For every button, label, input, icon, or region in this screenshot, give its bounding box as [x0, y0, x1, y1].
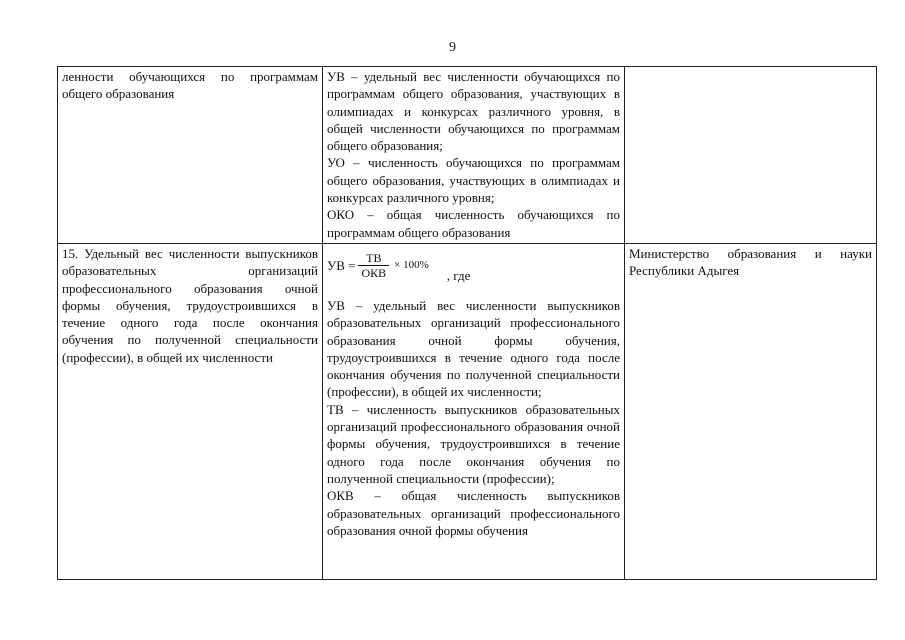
variable-definition: ОКО – общая численность обучающихся по программам общего образования [327, 207, 620, 240]
variable-definition: УВ – удельный вес численности обучающихся по программам общего образования, участвующих в олимпиадах и конкурсах различного уровня, в общей численности обучающихся по программам общего образования; [327, 69, 620, 154]
formula-description-cell [323, 243, 625, 579]
variable-definition: УО – численность обучающихся по программам общего образования, участвующих в олимпиадах и конкурсах различного уровня; [327, 155, 620, 206]
table-row [58, 243, 877, 579]
responsible-body-cell [625, 243, 877, 579]
formula-lhs: УВ = [327, 258, 356, 274]
formula-multiplier: × 100% [394, 259, 429, 272]
responsible-body-text: Министерство образования и науки Республики Адыгея [629, 245, 872, 279]
indicator-table [57, 66, 877, 580]
formula-description-cell [323, 67, 625, 244]
page-number: 9 [449, 40, 456, 55]
indicator-name-text: 15. Удельный вес численности выпускников образовательных организаций профессионального образования очной формы обучения, трудоустроившихся в течение одного года после окончания обучения по полученной специальности (профессии), в общей их численности [62, 245, 318, 365]
indicator-name-cell [58, 67, 323, 244]
formula-suffix: , где [446, 268, 471, 284]
responsible-body-cell [625, 67, 877, 244]
table-row [58, 67, 877, 244]
variable-definition: ТВ – численность выпускников образовательных организаций профессионального образования очной формы обучения, трудоустроившихся в течение одного года после окончания обучения по полученной специальности (профессии); [327, 401, 620, 486]
formula-fraction [358, 252, 389, 280]
indicator-name-cell [58, 243, 323, 579]
formula [327, 249, 620, 283]
variable-definition: УВ – удельный вес численности выпускников образовательных организаций профессионального образования очной формы обучения, трудоустроившихся в течение одного года после окончания обучения по полученной специальности (профессии), в общей их численности; [327, 297, 620, 400]
variable-definition: ОКВ – общая численность выпускников образовательных организаций профессионального образования очной формы обучения [327, 488, 620, 538]
formula-denominator: ОКВ [358, 265, 389, 280]
formula-numerator: ТВ [366, 250, 382, 265]
indicator-name-text: ленности обучающихся по программам общего образования [62, 69, 318, 102]
